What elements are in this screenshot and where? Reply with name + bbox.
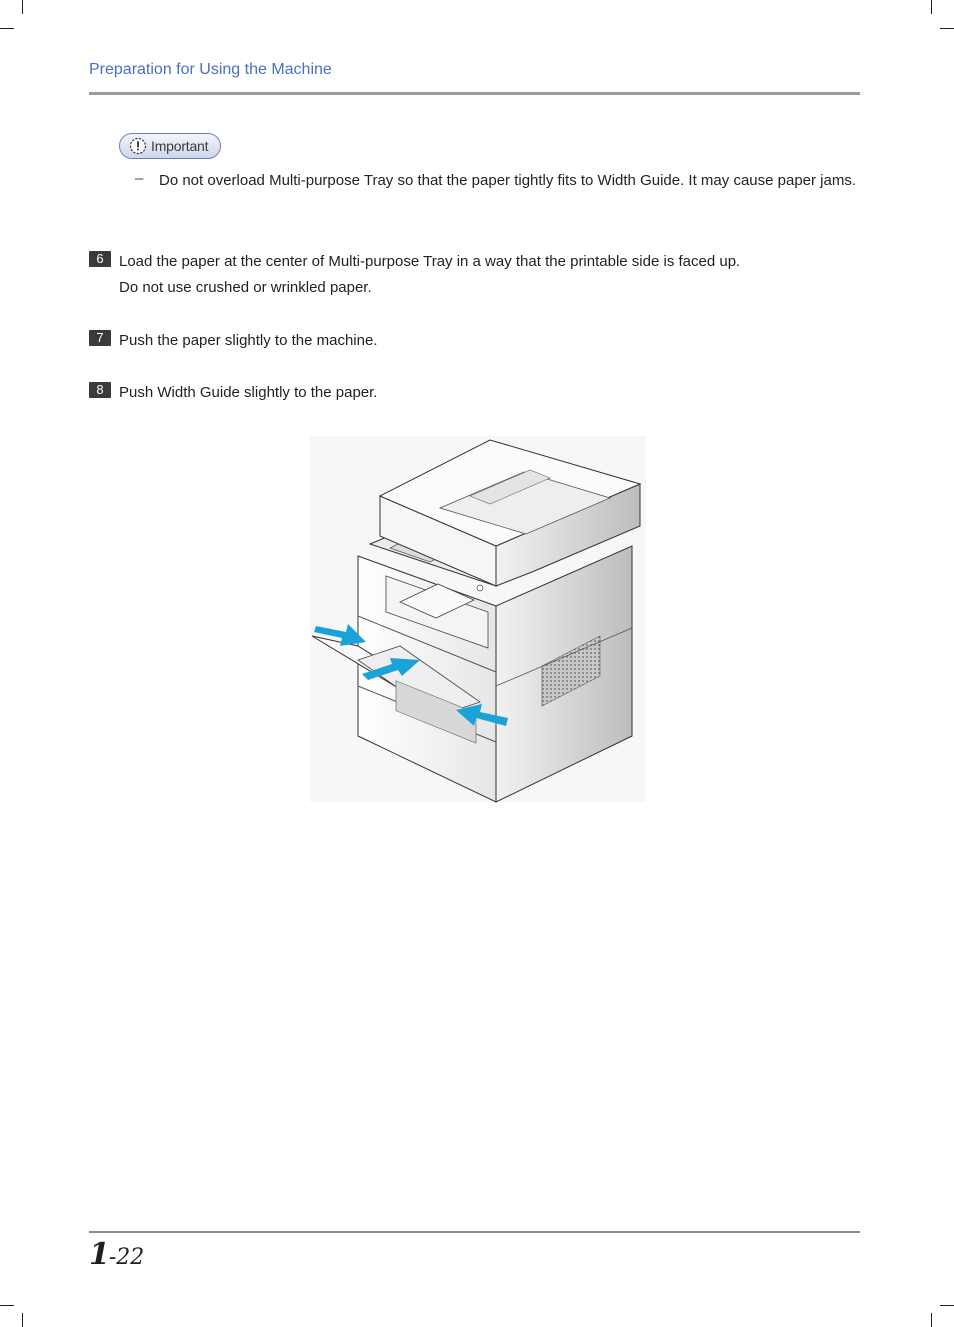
crop-mark (22, 0, 23, 14)
step-number: 7 (89, 330, 111, 346)
step-line: Do not use crushed or wrinkled paper. (119, 279, 372, 296)
printer-illustration (310, 436, 646, 806)
footer-divider (89, 1231, 860, 1233)
crop-mark (931, 1313, 932, 1327)
header-divider (89, 92, 860, 95)
step-number: 6 (89, 251, 111, 267)
chapter-number: 1 (89, 1237, 109, 1272)
crop-mark (0, 1305, 14, 1306)
step-number: 8 (89, 382, 111, 398)
page-number (89, 1237, 144, 1272)
step-text: Push Width Guide slightly to the paper. (119, 384, 378, 401)
important-label: Important (151, 138, 209, 154)
important-badge (119, 133, 221, 159)
crop-mark (22, 1313, 23, 1327)
warning-gear-icon (128, 136, 148, 156)
step-text (119, 249, 839, 301)
page-index: -22 (108, 1245, 145, 1270)
crop-mark (940, 1305, 954, 1306)
important-note: Do not overload Multi-purpose Tray so that the paper tightly fits to Width Guide. It may cause paper jams. (159, 172, 857, 189)
crop-mark (0, 28, 14, 29)
section-title: Preparation for Using the Machine (89, 61, 332, 78)
crop-mark (931, 0, 932, 14)
step-text: Push the paper slightly to the machine. (119, 332, 378, 349)
crop-mark (940, 28, 954, 29)
step-line: Load the paper at the center of Multi-purpose Tray in a way that the printable side is faced up. (119, 253, 741, 270)
note-bullet: – (135, 170, 144, 187)
